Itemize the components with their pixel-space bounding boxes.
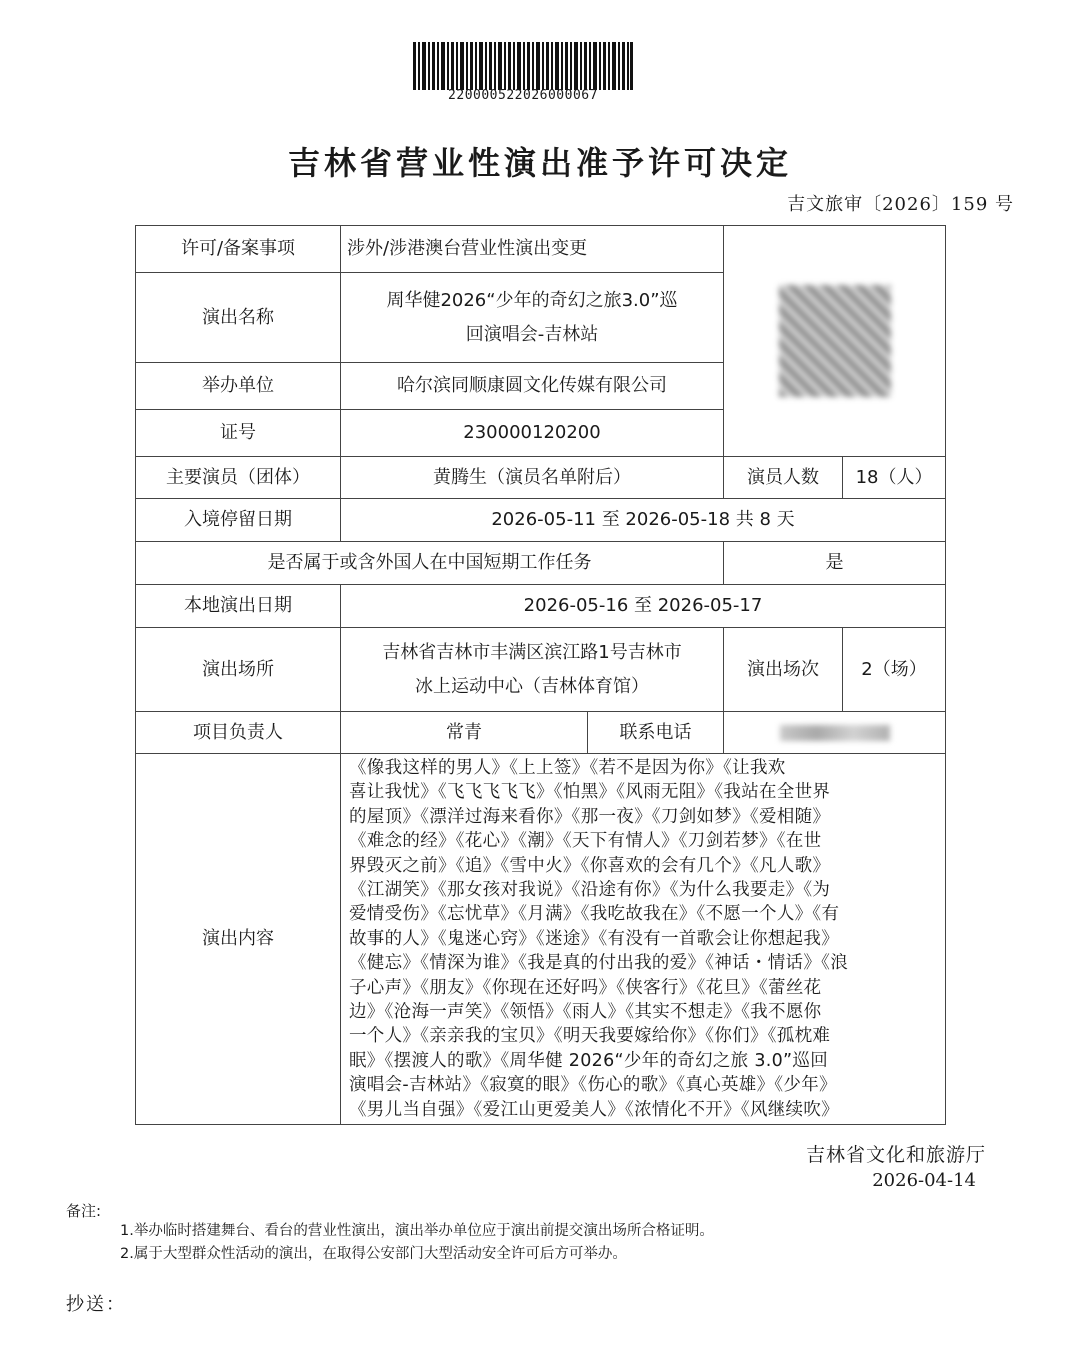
content-line: 《江湖笑》《那女孩对我说》《沿途有你》《为什么我要走》《为 xyxy=(349,880,831,901)
show-name-line: 周华健2026“少年的奇幻之旅3.0”巡 xyxy=(386,289,678,311)
phone-label: 联系电话 xyxy=(588,712,724,754)
manager-label: 项目负责人 xyxy=(136,712,341,754)
content-value xyxy=(341,754,946,1125)
performers-label: 主要演员（团体） xyxy=(136,457,341,499)
local-date-value: 2026-05-16 至 2026-05-17 xyxy=(341,585,946,628)
organizer-label: 举办单位 xyxy=(136,363,341,410)
venue-value xyxy=(341,628,724,712)
permit-item-value: 涉外/涉港澳台营业性演出变更 xyxy=(341,226,724,273)
show-name-value xyxy=(341,273,724,363)
content-line: 一个人》《亲亲我的宝贝》《明天我要嫁给你》《你们》《孤枕难 xyxy=(349,1026,831,1047)
sessions-label: 演出场次 xyxy=(724,628,843,712)
content-line: 的屋顶》《漂洋过海来看你》《那一夜》《刀剑如梦》《爱相随》 xyxy=(349,806,831,827)
cc-label: 抄送： xyxy=(66,1294,126,1315)
content-line: 眠》《摆渡人的歌》《周华健 2026“少年的奇幻之旅 3.0”巡回 xyxy=(349,1050,829,1071)
organizer-value: 哈尔滨同顺康圆文化传媒有限公司 xyxy=(341,363,724,410)
venue-label: 演出场所 xyxy=(136,628,341,712)
performers-value: 黄腾生（演员名单附后） xyxy=(341,457,724,499)
content-line: 喜让我忧》《飞飞飞飞飞》《怕黑》《风雨无阻》《我站在全世界 xyxy=(349,782,831,803)
barcode xyxy=(413,42,633,90)
note-item: 2.属于大型群众性活动的演出，在取得公安部门大型活动安全许可后方可举办。 xyxy=(120,1246,627,1262)
local-date-label: 本地演出日期 xyxy=(136,585,341,628)
permit-table xyxy=(135,225,946,1125)
qr-code-cell xyxy=(724,226,946,457)
foreign-work-question: 是否属于或含外国人在中国短期工作任务 xyxy=(136,542,724,585)
sessions-value: 2（场） xyxy=(843,628,946,712)
content-line: 子心声》《朋友》《你现在还好吗》《侠客行》《花旦》《蕾丝花 xyxy=(349,977,822,998)
document-title: 吉林省营业性演出准予许可决定 xyxy=(287,144,792,182)
content-line: 边》《沧海一声笑》《领悟》《雨人》《其实不想走》《我不愿你 xyxy=(349,1002,822,1023)
document-number: 吉文旅审〔2026〕159 号 xyxy=(787,194,1014,215)
qr-code-icon xyxy=(779,285,891,397)
content-label: 演出内容 xyxy=(136,754,341,1125)
note-item: 1.举办临时搭建舞台、看台的营业性演出，演出举办单位应于演出前提交演出场所合格证明。 xyxy=(120,1223,714,1239)
show-name-label: 演出名称 xyxy=(136,273,341,363)
content-line: 《像我这样的男人》《上上签》《若不是因为你》《让我欢 xyxy=(349,758,786,778)
notes-label: 备注: xyxy=(66,1202,102,1220)
license-label: 证号 xyxy=(136,410,341,457)
content-line: 爱情受伤》《忘忧草》《月满》《我吃故我在》《不愿一个人》《有 xyxy=(349,904,840,925)
phone-redacted xyxy=(780,725,890,741)
phone-value xyxy=(724,712,946,754)
performer-count-value: 18（人） xyxy=(843,457,946,499)
license-value: 230000120200 xyxy=(341,410,724,457)
entry-date-label: 入境停留日期 xyxy=(136,499,341,542)
content-line: 界毁灭之前》《追》《雪中火》《你喜欢的会有几个》《凡人歌》 xyxy=(349,855,831,876)
manager-value: 常青 xyxy=(341,712,588,754)
content-line: 《健忘》《情深为谁》《我是真的付出我的爱》《神话・情话》《浪 xyxy=(349,953,848,974)
permit-item-label: 许可/备案事项 xyxy=(136,226,341,273)
venue-line: 冰上运动中心（吉林体育馆） xyxy=(415,675,649,697)
content-line: 演唱会-吉林站》《寂寞的眼》《伤心的歌》《真心英雄》《少年》 xyxy=(349,1075,837,1096)
entry-date-value: 2026-05-11 至 2026-05-18 共 8 天 xyxy=(341,499,946,542)
show-name-line: 回演唱会-吉林站 xyxy=(465,323,599,345)
performer-count-label: 演员人数 xyxy=(724,457,843,499)
content-line: 《难念的经》《花心》《潮》《天下有情人》《刀剑若梦》《在世 xyxy=(349,831,822,852)
barcode-number: 220000522026000067 xyxy=(448,88,598,103)
content-line: 故事的人》《鬼迷心窍》《迷途》《有没有一首歌会让你想起我》 xyxy=(349,928,839,949)
issue-date: 2026-04-14 xyxy=(872,1170,976,1191)
foreign-work-answer: 是 xyxy=(724,542,946,585)
venue-line: 吉林省吉林市丰满区滨江路1号吉林市 xyxy=(382,641,682,663)
content-line: 《男儿当自强》《爱江山更爱美人》《浓情化不开》《风继续吹》 xyxy=(349,1099,839,1120)
issuer: 吉林省文化和旅游厅 xyxy=(805,1144,986,1166)
